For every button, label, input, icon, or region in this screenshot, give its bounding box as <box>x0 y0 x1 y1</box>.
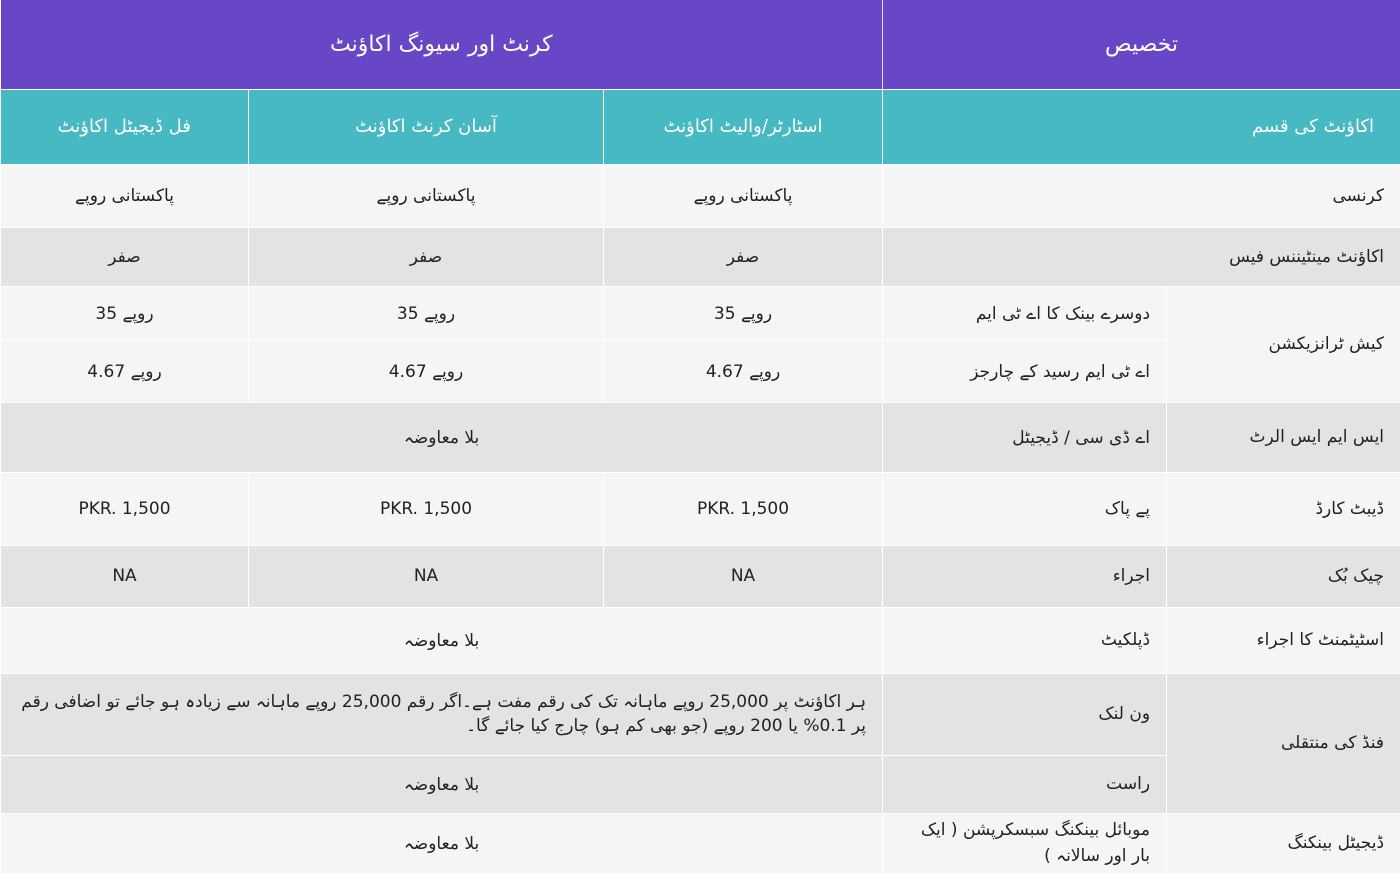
table-row-debit-card <box>1 472 1400 545</box>
debit-label: ڈیبٹ کارڈ <box>1167 472 1400 545</box>
atm-other-value-1: 35 روپے <box>1 286 249 340</box>
maintenance-value-1: صفر <box>1 227 249 286</box>
statement-label: اسٹیٹمنٹ کا اجراء <box>1167 607 1400 673</box>
table-row-atm-other <box>1 286 1400 340</box>
atm-receipt-value-2: 4.67 روپے <box>249 340 604 402</box>
currency-value-1: پاکستانی روپے <box>1 164 249 227</box>
one-link-label: ون لنک <box>883 673 1167 755</box>
group-title: کرنٹ اور سیونگ اکاؤنٹ <box>1 0 883 89</box>
cheque-label: چیک بُک <box>1167 545 1400 607</box>
atm-receipt-value-3: 4.67 روپے <box>604 340 883 402</box>
one-link-value: ہر اکاؤنٹ پر 25,000 روپے ماہانہ تک کی رقم مفت ہے۔اگر رقم 25,000 روپے ماہانہ سے زیادہ ہو جائے تو اضافی رقم پر 0.1% یا 200 روپے (جو بھی کم ہو) چارج کیا جائے گا۔ <box>1 673 883 755</box>
maintenance-value-2: صفر <box>249 227 604 286</box>
table-row-sms <box>1 402 1400 472</box>
header-row-group <box>1 0 1400 89</box>
table-row-digital-banking <box>1 813 1400 873</box>
cash-transaction-label: کیش ٹرانزیکشن <box>1167 286 1400 402</box>
sms-label: ایس ایم ایس الرٹ <box>1167 402 1400 472</box>
col-starter-wallet: اسٹارٹر/والیٹ اکاؤنٹ <box>604 89 883 164</box>
debit-value-1: PKR. 1,500 <box>1 472 249 545</box>
maintenance-label: اکاؤنٹ مینٹیننس فیس <box>883 227 1400 286</box>
col-full-digital: فل ڈیجیٹل اکاؤنٹ <box>1 89 249 164</box>
atm-other-value-3: 35 روپے <box>604 286 883 340</box>
digital-sub-label: موبائل بینکنگ سبسکرپشن ( ایک بار اور سالانہ ) <box>883 813 1167 873</box>
maintenance-value-3: صفر <box>604 227 883 286</box>
col-account-type: اکاؤنٹ کی قسم <box>883 89 1400 164</box>
raast-label: راست <box>883 755 1167 813</box>
table-row-cheque-book <box>1 545 1400 607</box>
sms-sub-label: اے ڈی سی / ڈیجیٹل <box>883 402 1167 472</box>
currency-value-3: پاکستانی روپے <box>604 164 883 227</box>
atm-other-label: دوسرے بینک کا اے ٹی ایم <box>883 286 1167 340</box>
table-row-one-link <box>1 673 1400 755</box>
atm-receipt-label: اے ٹی ایم رسید کے چارجز <box>883 340 1167 402</box>
cheque-sub-label: اجراء <box>883 545 1167 607</box>
cheque-value-3: NA <box>604 545 883 607</box>
raast-value: بلا معاوضہ <box>1 755 883 813</box>
fund-transfer-label: فنڈ کی منتقلی <box>1167 673 1400 813</box>
atm-receipt-value-1: 4.67 روپے <box>1 340 249 402</box>
atm-other-value-2: 35 روپے <box>249 286 604 340</box>
table-row-maintenance <box>1 227 1400 286</box>
digital-label: ڈیجیٹل بینکنگ <box>1167 813 1400 873</box>
cheque-value-2: NA <box>249 545 604 607</box>
cheque-value-1: NA <box>1 545 249 607</box>
table-row-currency <box>1 164 1400 227</box>
table-row-statement <box>1 607 1400 673</box>
debit-sub-label: پے پاک <box>883 472 1167 545</box>
debit-value-2: PKR. 1,500 <box>249 472 604 545</box>
debit-value-3: PKR. 1,500 <box>604 472 883 545</box>
currency-value-2: پاکستانی روپے <box>249 164 604 227</box>
statement-value: بلا معاوضہ <box>1 607 883 673</box>
currency-label: کرنسی <box>883 164 1400 227</box>
spec-title: تخصیص <box>883 0 1400 89</box>
statement-sub-label: ڈپلکیٹ <box>883 607 1167 673</box>
sms-value: بلا معاوضہ <box>1 402 883 472</box>
header-row-columns <box>1 89 1400 164</box>
col-asaan-current: آسان کرنٹ اکاؤنٹ <box>249 89 604 164</box>
digital-value: بلا معاوضہ <box>1 813 883 873</box>
